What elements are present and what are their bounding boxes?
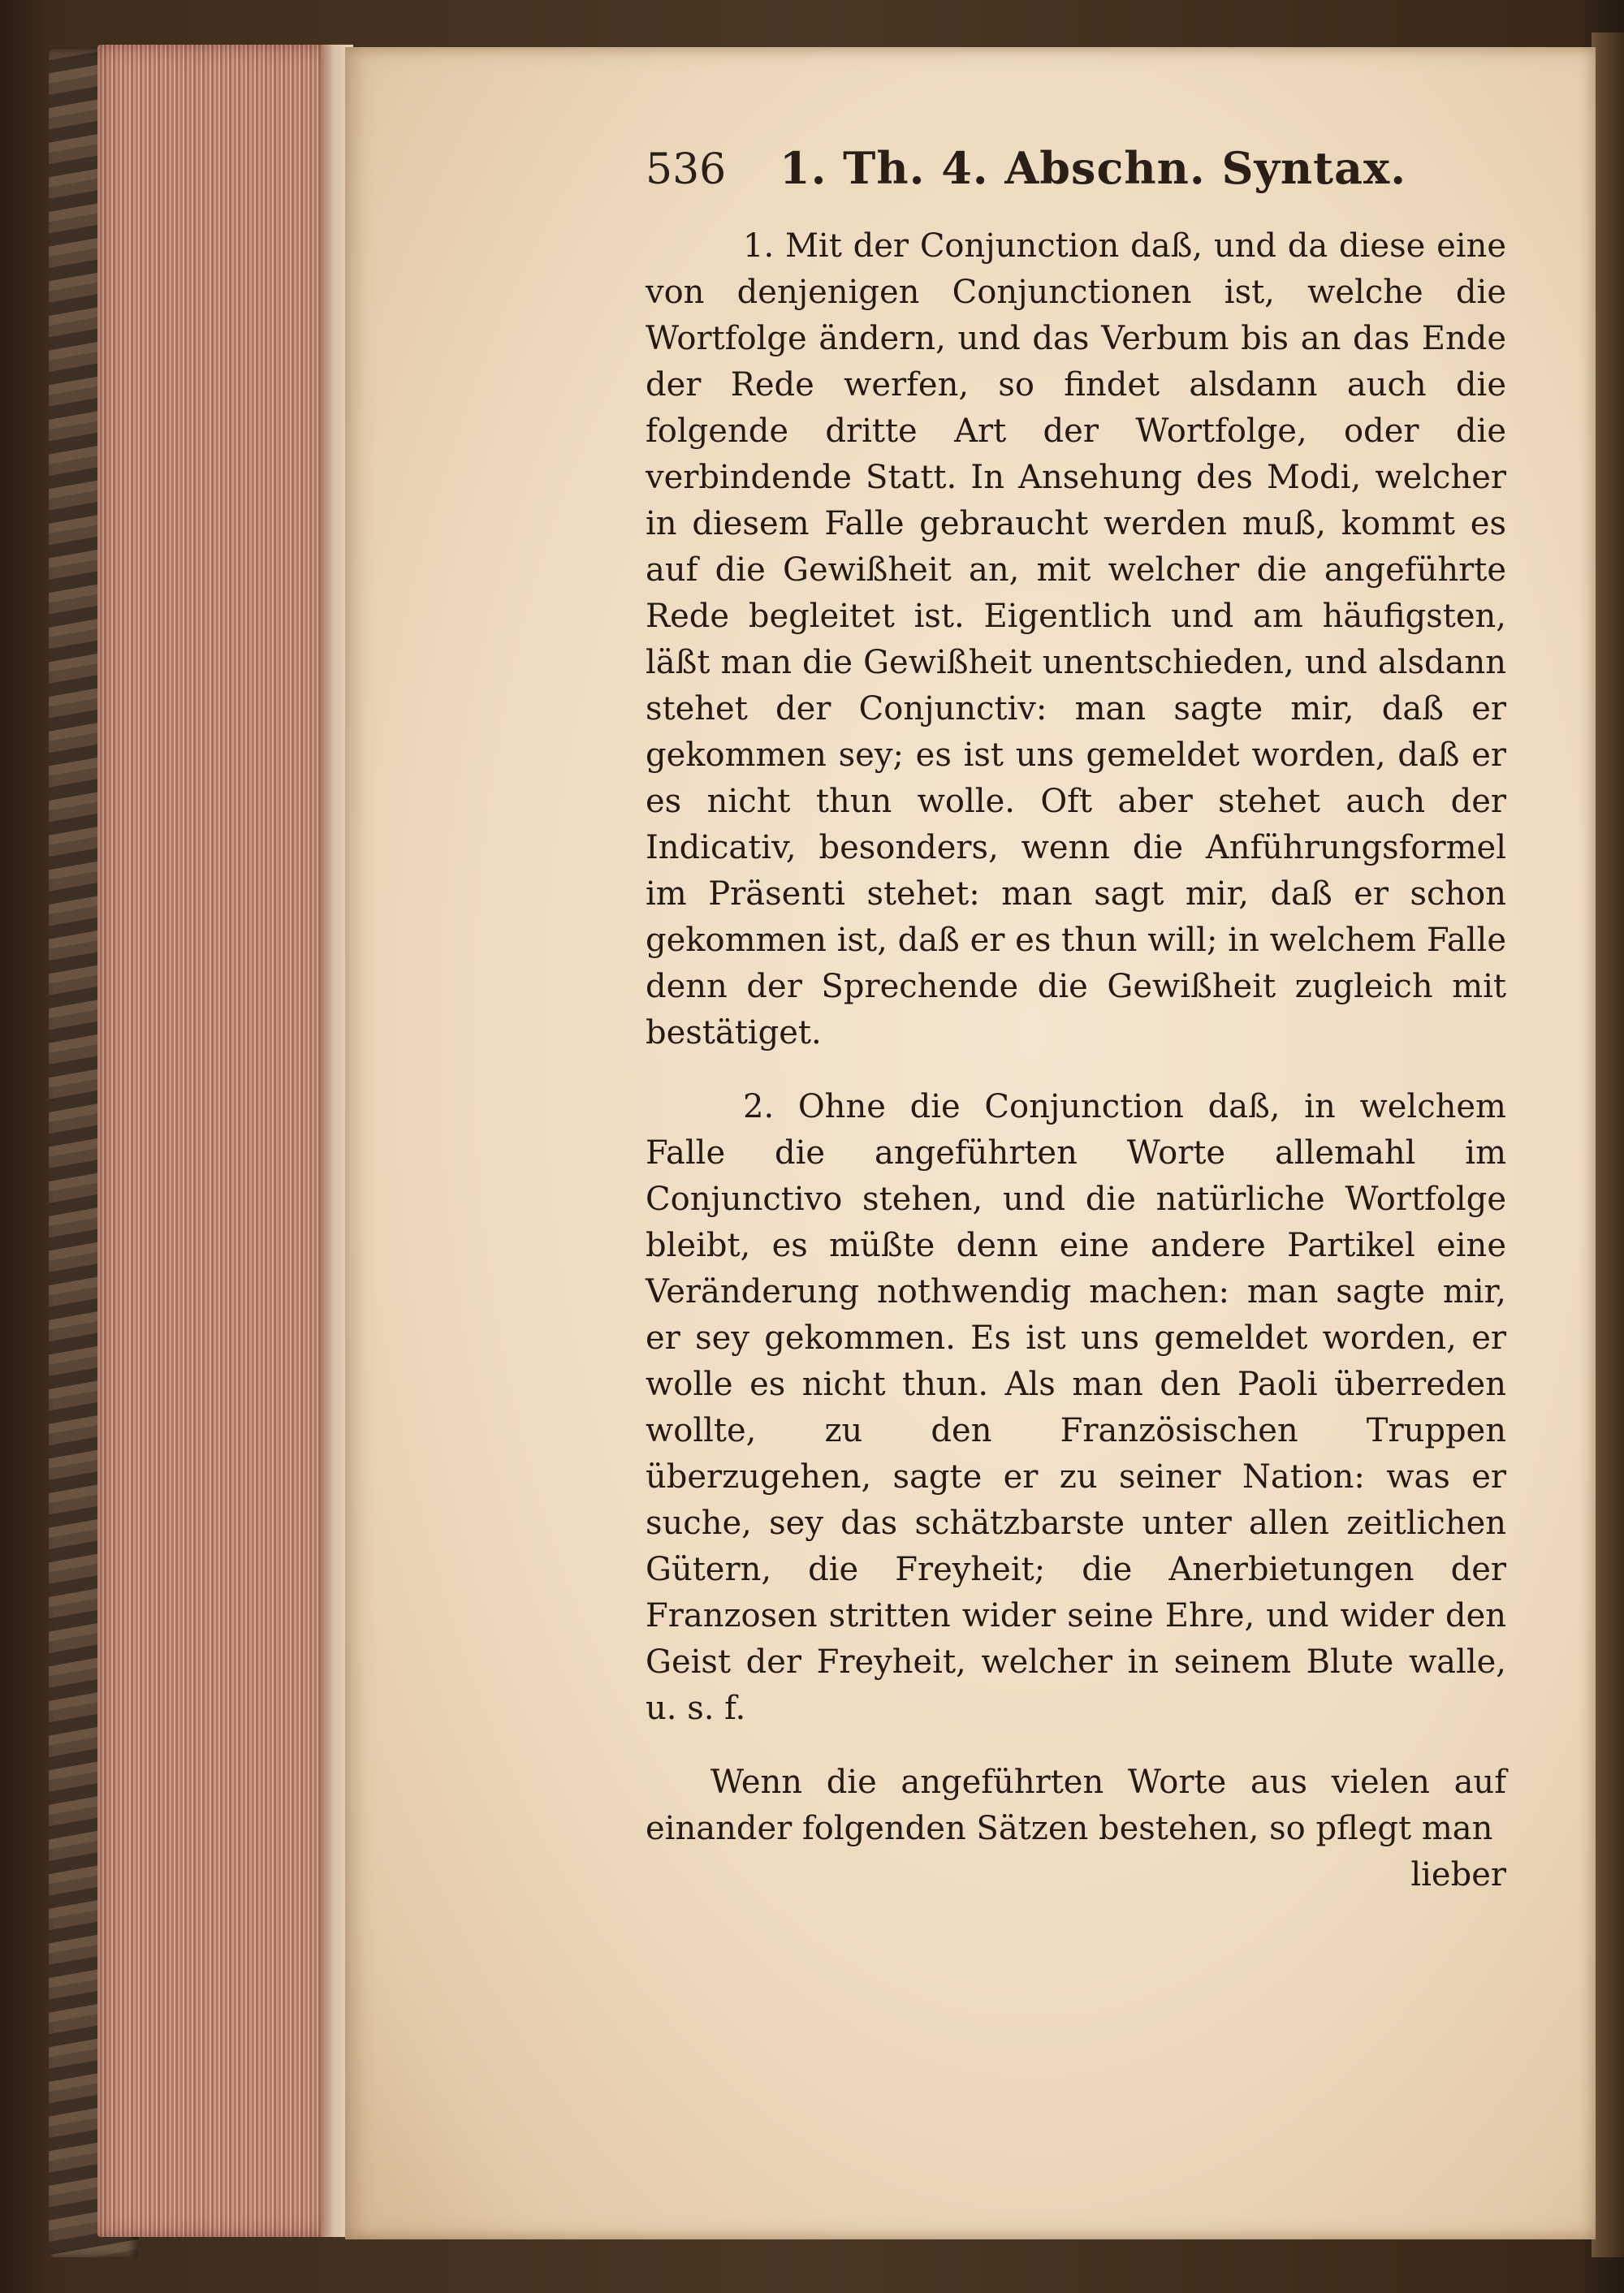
running-head <box>646 142 1458 199</box>
right-book-edge <box>1592 32 1624 2257</box>
paragraph-3: Wenn die angeführten Worte aus vielen auf einander folgenden Sätzen bestehen, so pflegt man <box>646 1764 1506 1847</box>
paragraph-1: 1. Mit der Conjunction daß, und da diese eine von denjenigen Conjunctionen ist, welche die Wortfolge ändern, und das Verbum bis an das Ende der Rede werfen, so findet alsdann auch die folgende dritte Art der Wortfolge, oder die verbindende Statt. In Ansehung des Modi, welcher in diesem Falle gebraucht werden muß, kommt es auf die Gewißheit an, mit welcher die angeführte Rede begleitet ist. Eigentlich und am häufigsten, läßt man die Gewißheit unentschieden, und alsdann stehet der Conjunctiv: man sagte mir, daß er gekommen sey; es ist uns gemeldet worden, daß er es nicht thun wolle. Oft aber stehet auch der Indicativ, besonders, wenn die Anführungsformel im Präsenti stehet: man sagt mir, daß er schon gekommen ist, daß er es thun will; in welchem Falle denn der Sprechende die Gewißheit zugleich mit bestätiget. <box>646 227 1506 1051</box>
running-title: 1. Th. 4. Abschn. Syntax. <box>780 142 1407 194</box>
text-block <box>646 223 1506 1898</box>
page-number: 536 <box>646 145 727 194</box>
paragraph-2: 2. Ohne die Conjunction daß, in welchem Falle die angeführten Worte allemahl im Conjunctivo stehen, und die natürliche Wortfolge bleibt, es müßte denn eine andere Partikel eine Veränderung nothwendig machen: man sagte mir, er sey gekommen. Es ist uns gemeldet worden, er wolle es nicht thun. Als man den Paoli überreden wollte, zu den Französischen Truppen überzugehen, sagte er zu seiner Nation: was er suche, sey das schätzbarste unter allen zeitlichen Gütern, die Freyheit; die Anerbietungen der Franzosen stritten wider seine Ehre, und wider den Geist der Freyheit, welcher in seinem Blute walle, u. s. f. <box>646 1088 1506 1727</box>
page-edges <box>97 45 333 2237</box>
catchword: lieber <box>1410 1856 1506 1894</box>
